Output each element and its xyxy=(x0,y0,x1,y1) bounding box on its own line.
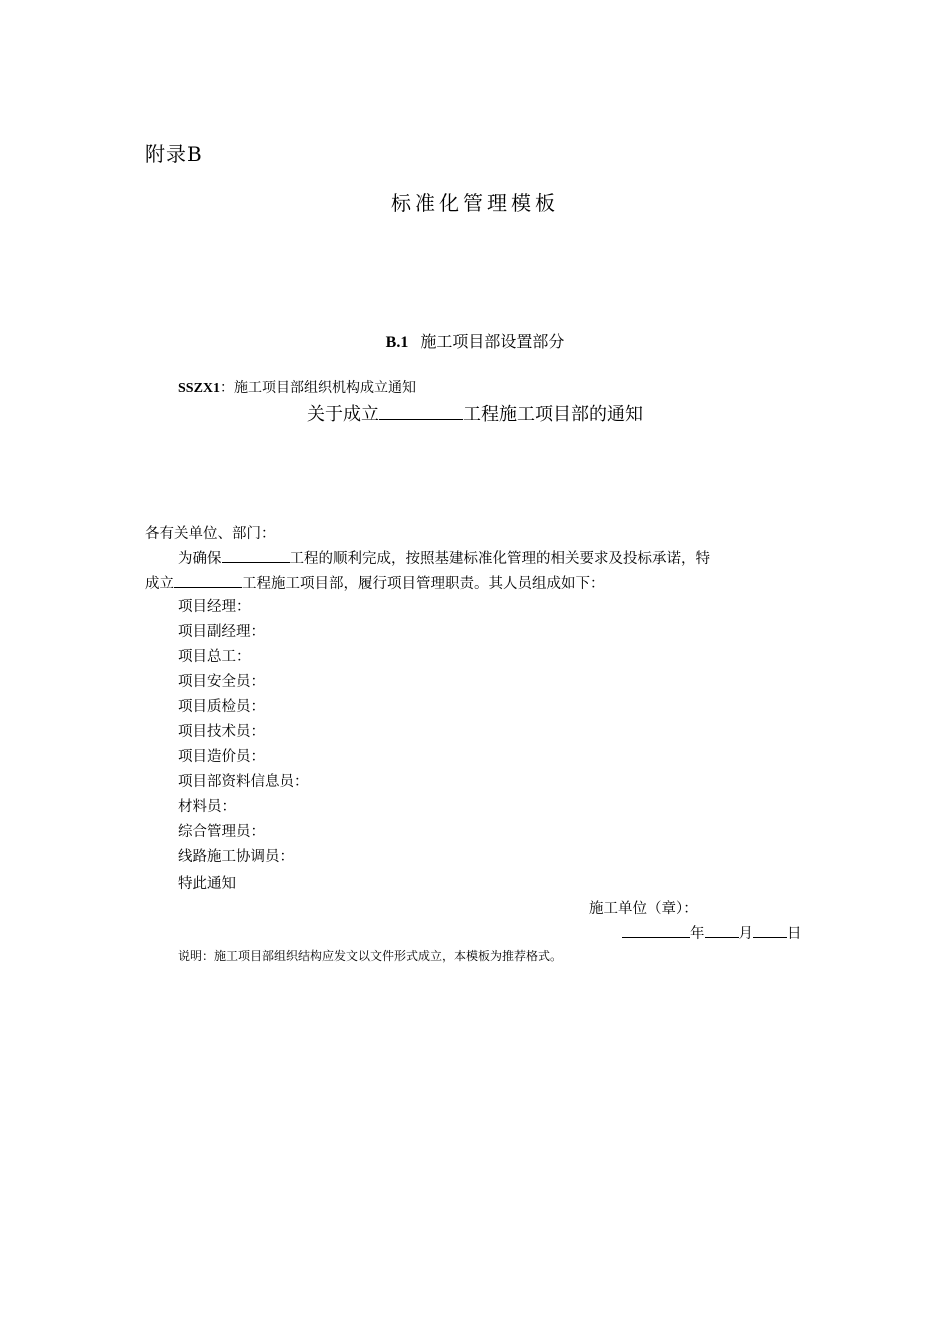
list-item: 材料员： xyxy=(178,799,236,815)
section-heading xyxy=(0,329,950,352)
list-item: 项目质检员： xyxy=(178,699,265,715)
list-item: 项目总工： xyxy=(178,649,251,665)
day-label: 日 xyxy=(787,926,802,942)
list-item: 项目安全员： xyxy=(178,674,265,690)
section-number: B.1 xyxy=(385,334,409,351)
closing-text: 特此通知 xyxy=(178,876,236,892)
template-code-line xyxy=(178,377,416,397)
project-blank-1 xyxy=(222,548,290,564)
notice-title xyxy=(0,400,950,426)
list-item: 综合管理员： xyxy=(178,824,265,840)
salutation: 各有关单位、部门： xyxy=(145,526,276,542)
paragraph-line-1 xyxy=(178,547,710,568)
appendix-label: 附录B xyxy=(145,142,203,166)
notice-title-prefix: 关于成立 xyxy=(307,404,379,425)
project-name-blank xyxy=(379,401,463,420)
list-item: 线路施工协调员： xyxy=(178,849,294,865)
date-line xyxy=(622,922,802,943)
list-item: 项目技术员： xyxy=(178,724,265,740)
list-item: 项目副经理： xyxy=(178,624,265,640)
paragraph-line-2-prefix: 成立 xyxy=(145,576,174,592)
main-title: 标准化管理模板 xyxy=(391,191,559,215)
issuer-line: 施工单位（章）： xyxy=(589,901,698,917)
paragraph-line-1-prefix: 为确保 xyxy=(178,551,222,567)
year-label: 年 xyxy=(690,926,705,942)
section-title: 施工项目部设置部分 xyxy=(420,332,565,351)
year-blank xyxy=(622,923,690,939)
paragraph-line-1-suffix: 工程的顺利完成，按照基建标准化管理的相关要求及投标承诺，特 xyxy=(289,551,710,567)
footnote: 说明：施工项目部组织结构应发文以文件形式成立，本模板为推荐格式。 xyxy=(178,949,563,963)
template-code: SSZX1 xyxy=(178,381,221,396)
list-item: 项目部资料信息员： xyxy=(178,774,309,790)
notice-title-suffix: 工程施工项目部的通知 xyxy=(463,404,643,425)
role-list xyxy=(178,597,309,872)
day-blank xyxy=(753,923,787,939)
paragraph-line-2 xyxy=(145,572,605,593)
list-item: 项目造价员： xyxy=(178,749,265,765)
paragraph-line-2-suffix: 工程施工项目部，履行项目管理职责。其人员组成如下： xyxy=(242,576,605,592)
month-label: 月 xyxy=(738,926,753,942)
list-item: 项目经理： xyxy=(178,599,251,615)
template-name: ：施工项目部组织机构成立通知 xyxy=(220,380,417,396)
month-blank xyxy=(705,923,739,939)
project-blank-2 xyxy=(174,573,242,589)
